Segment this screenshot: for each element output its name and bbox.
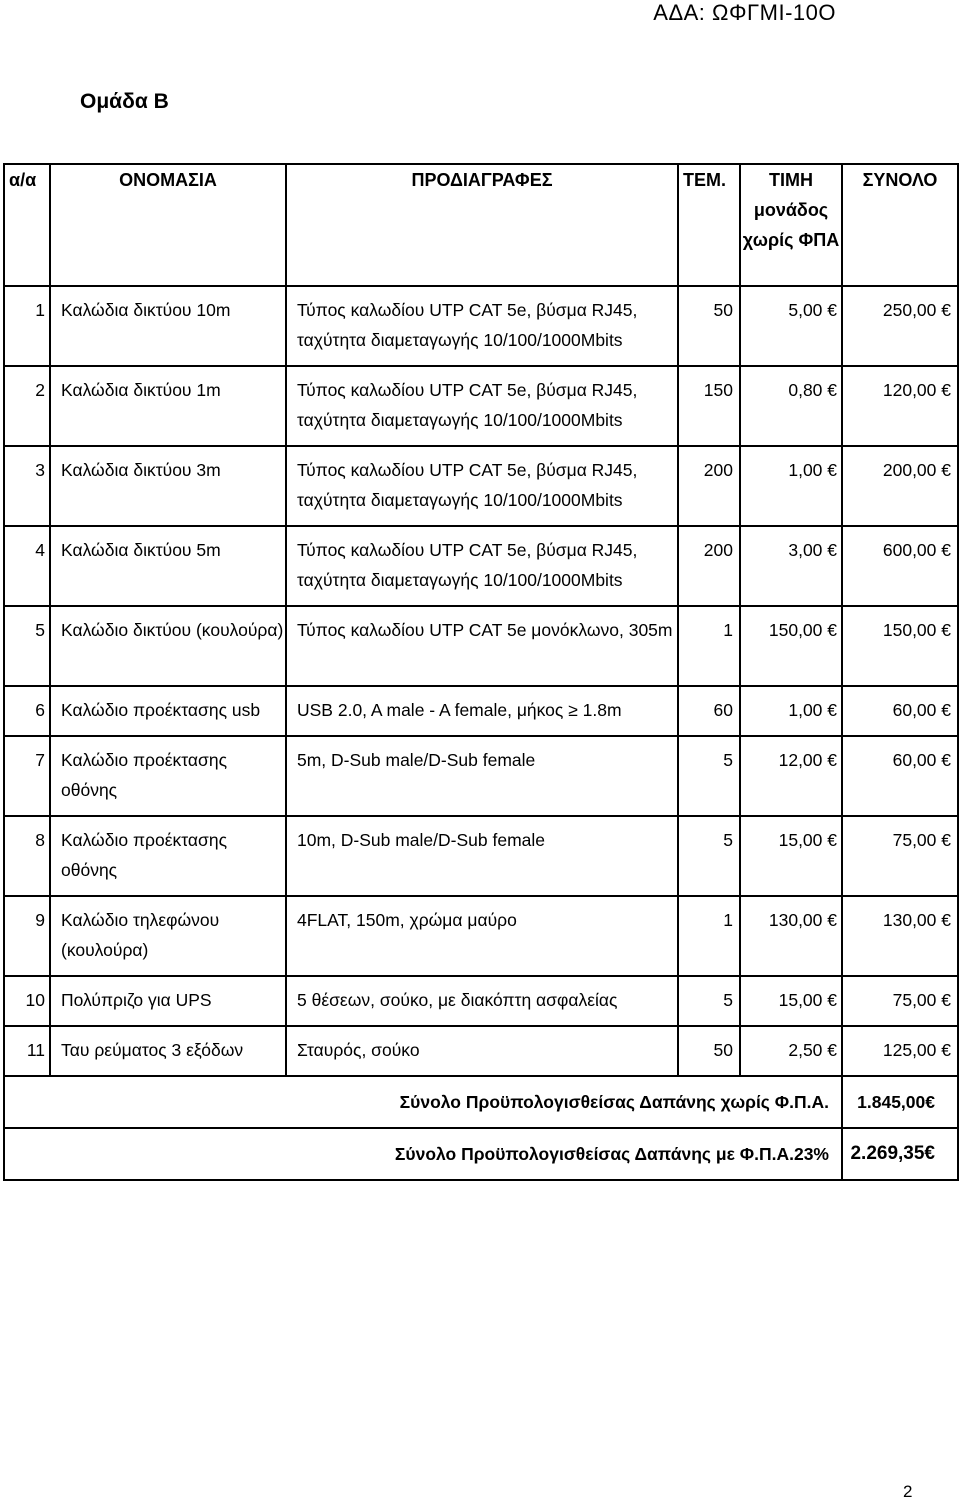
row-spec: Τύπος καλωδίου UTP CAT 5e, βύσμα RJ45, ταχύτητα διαμεταγωγής 10/100/1000Mbits — [286, 446, 678, 526]
group-title: Ομάδα Β — [80, 90, 169, 113]
row-spec: Τύπος καλωδίου UTP CAT 5e, βύσμα RJ45, ταχύτητα διαμεταγωγής 10/100/1000Mbits — [286, 526, 678, 606]
table-row — [4, 736, 958, 816]
row-name: Καλώδια δικτύου 3m — [50, 446, 286, 526]
row-name: Καλώδιο προέκτασης οθόνης — [50, 736, 286, 816]
summary-net-row — [4, 1076, 958, 1128]
row-qty: 5 — [678, 976, 740, 1026]
row-no: 10 — [4, 976, 50, 1026]
row-price: 150,00 € — [740, 606, 842, 686]
table-row — [4, 816, 958, 896]
row-spec: 5 θέσεων, σούκο, με διακόπτη ασφαλείας — [286, 976, 678, 1026]
row-price: 5,00 € — [740, 286, 842, 366]
row-spec: Τύπος καλωδίου UTP CAT 5e μονόκλωνο, 305m — [286, 606, 678, 686]
row-price: 130,00 € — [740, 896, 842, 976]
row-total: 200,00 € — [842, 446, 958, 526]
row-spec: Τύπος καλωδίου UTP CAT 5e, βύσμα RJ45, ταχύτητα διαμεταγωγής 10/100/1000Mbits — [286, 366, 678, 446]
row-price: 1,00 € — [740, 686, 842, 736]
row-no: 11 — [4, 1026, 50, 1076]
row-total: 130,00 € — [842, 896, 958, 976]
row-no: 8 — [4, 816, 50, 896]
row-name: Καλώδια δικτύου 10m — [50, 286, 286, 366]
summary-gross-label: Σύνολο Προϋπολογισθείσας Δαπάνης με Φ.Π.Α.23% — [4, 1128, 842, 1180]
row-no: 5 — [4, 606, 50, 686]
row-qty: 5 — [678, 736, 740, 816]
row-name: Καλώδιο προέκτασης οθόνης — [50, 816, 286, 896]
row-qty: 5 — [678, 816, 740, 896]
row-no: 1 — [4, 286, 50, 366]
budget-table — [3, 163, 959, 1181]
row-total: 60,00 € — [842, 736, 958, 816]
row-qty: 1 — [678, 896, 740, 976]
row-total: 250,00 € — [842, 286, 958, 366]
row-name: Καλώδιο τηλεφώνου (κουλούρα) — [50, 896, 286, 976]
row-name: Ταυ ρεύματος 3 εξόδων — [50, 1026, 286, 1076]
table-row — [4, 366, 958, 446]
row-spec: 4FLAT, 150m, χρώμα μαύρο — [286, 896, 678, 976]
table-row — [4, 896, 958, 976]
row-no: 3 — [4, 446, 50, 526]
row-name: Πολύπριζο για UPS — [50, 976, 286, 1026]
header-total: ΣΥΝΟΛΟ — [842, 164, 958, 286]
row-spec: USB 2.0, A male - A female, μήκος ≥ 1.8m — [286, 686, 678, 736]
row-qty: 200 — [678, 526, 740, 606]
table-row — [4, 976, 958, 1026]
row-price: 12,00 € — [740, 736, 842, 816]
row-total: 120,00 € — [842, 366, 958, 446]
row-total: 125,00 € — [842, 1026, 958, 1076]
row-price: 15,00 € — [740, 816, 842, 896]
summary-net-label: Σύνολο Προϋπολογισθείσας Δαπάνης χωρίς Φ.Π.Α. — [4, 1076, 842, 1128]
row-name: Καλώδιο δικτύου (κουλούρα) — [50, 606, 286, 686]
row-price: 1,00 € — [740, 446, 842, 526]
row-no: 4 — [4, 526, 50, 606]
page-number: 2 — [903, 1482, 913, 1501]
row-name: Καλώδια δικτύου 5m — [50, 526, 286, 606]
row-price: 3,00 € — [740, 526, 842, 606]
table-row — [4, 606, 958, 686]
row-total: 600,00 € — [842, 526, 958, 606]
row-qty: 60 — [678, 686, 740, 736]
table-row — [4, 1026, 958, 1076]
row-price: 2,50 € — [740, 1026, 842, 1076]
header-row — [4, 164, 958, 286]
row-no: 9 — [4, 896, 50, 976]
row-name: Καλώδιο προέκτασης usb — [50, 686, 286, 736]
row-no: 7 — [4, 736, 50, 816]
row-total: 75,00 € — [842, 976, 958, 1026]
row-total: 150,00 € — [842, 606, 958, 686]
document-id: ΑΔΑ: ΩΦΓΜΙ-10Ο — [653, 0, 836, 25]
summary-gross-value: 2.269,35€ — [842, 1128, 958, 1180]
row-spec: Σταυρός, σούκο — [286, 1026, 678, 1076]
row-spec: 5m, D-Sub male/D-Sub female — [286, 736, 678, 816]
row-qty: 50 — [678, 286, 740, 366]
row-spec: Τύπος καλωδίου UTP CAT 5e, βύσμα RJ45, ταχύτητα διαμεταγωγής 10/100/1000Mbits — [286, 286, 678, 366]
row-qty: 1 — [678, 606, 740, 686]
summary-net-value: 1.845,00€ — [842, 1076, 958, 1128]
row-total: 60,00 € — [842, 686, 958, 736]
row-qty: 200 — [678, 446, 740, 526]
header-name: ΟΝΟΜΑΣΙΑ — [50, 164, 286, 286]
row-qty: 50 — [678, 1026, 740, 1076]
header-spec: ΠΡΟΔΙΑΓΡΑΦΕΣ — [286, 164, 678, 286]
row-qty: 150 — [678, 366, 740, 446]
row-no: 6 — [4, 686, 50, 736]
header-qty: ΤΕΜ. — [678, 164, 740, 286]
table-row — [4, 686, 958, 736]
summary-gross-row — [4, 1128, 958, 1180]
row-name: Καλώδια δικτύου 1m — [50, 366, 286, 446]
header-price: ΤΙΜΗ μονάδος χωρίς ΦΠΑ — [740, 164, 842, 286]
row-spec: 10m, D-Sub male/D-Sub female — [286, 816, 678, 896]
table-row — [4, 286, 958, 366]
row-no: 2 — [4, 366, 50, 446]
row-price: 15,00 € — [740, 976, 842, 1026]
header-no: α/α — [4, 164, 50, 286]
table-row — [4, 446, 958, 526]
row-price: 0,80 € — [740, 366, 842, 446]
table-row — [4, 526, 958, 606]
row-total: 75,00 € — [842, 816, 958, 896]
